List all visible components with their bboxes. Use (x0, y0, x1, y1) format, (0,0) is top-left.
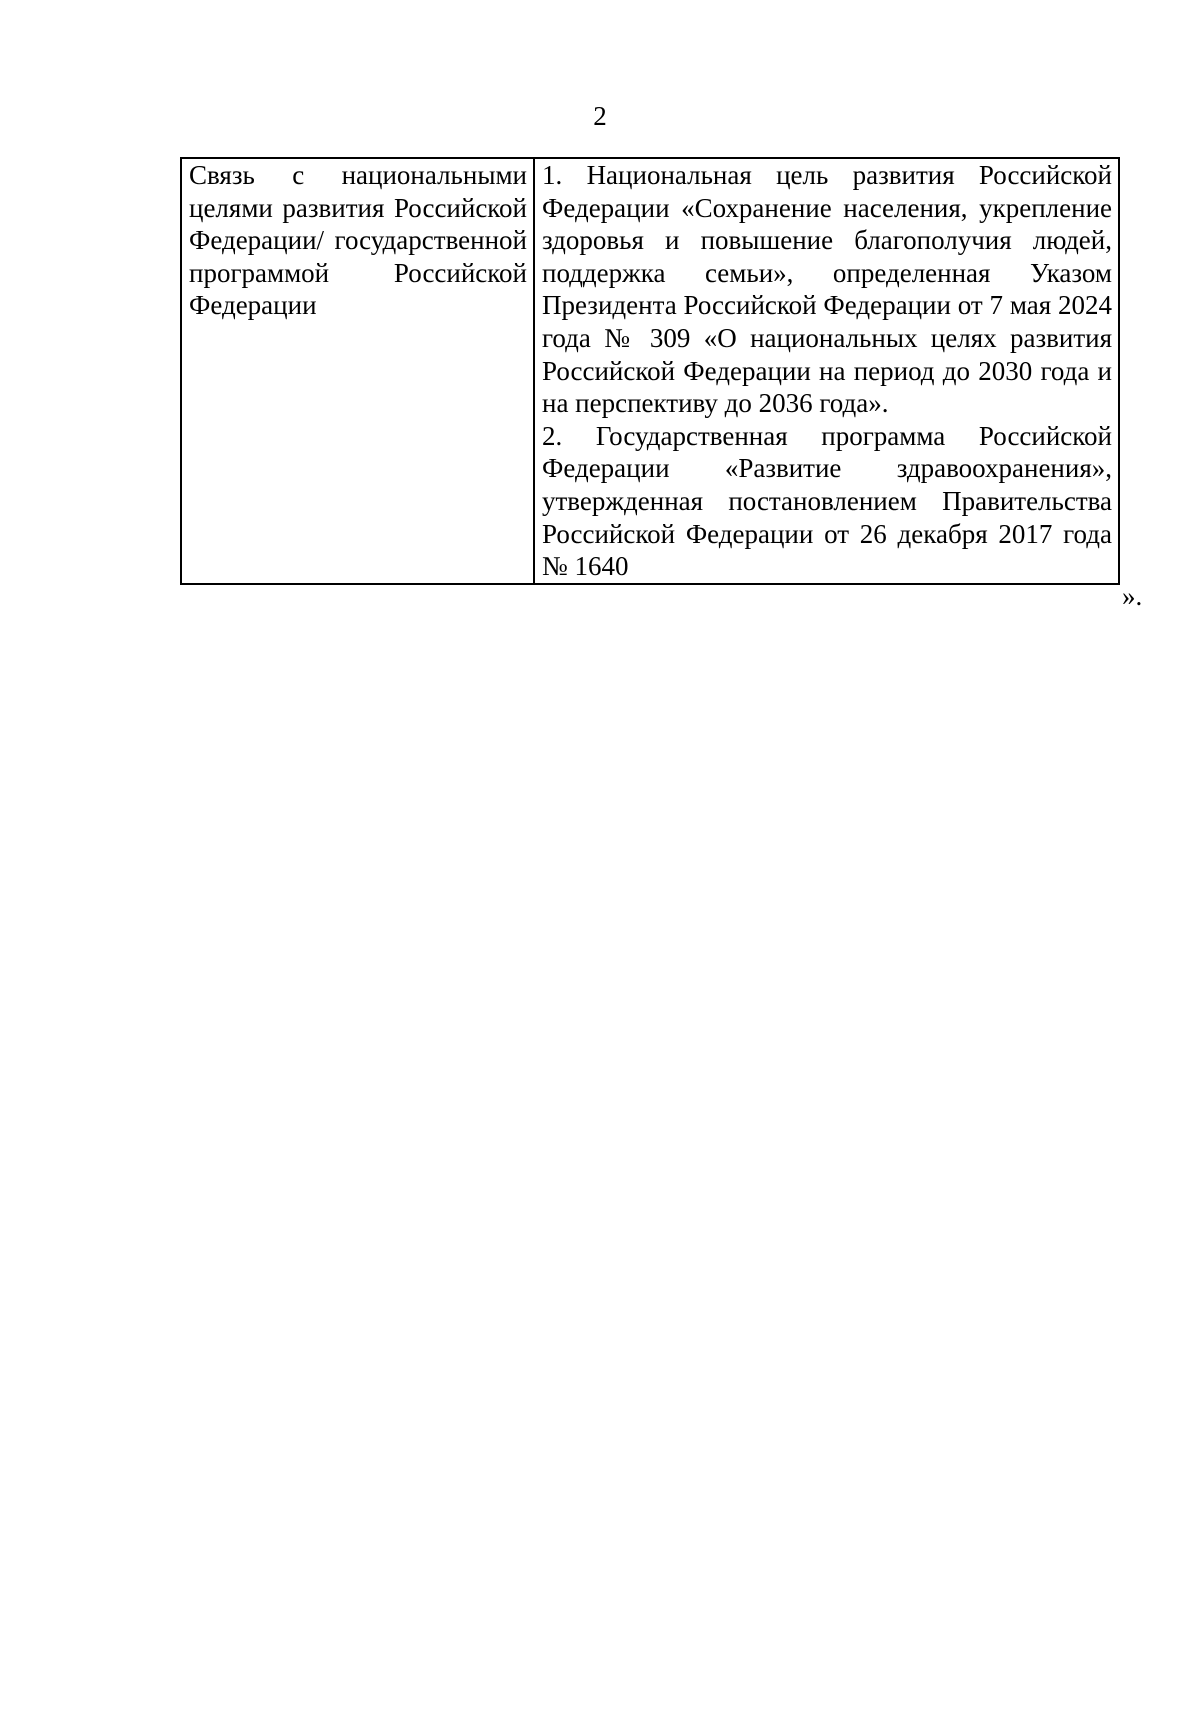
state-program-item: 2. Государственная программа Российской Федерации «Развитие здравоохранения», утвержденная постановлением Правительства Российской Федерации от 26 декабря 2017 года № 1640 (542, 420, 1112, 582)
table-row (181, 158, 1119, 584)
row-label-cell (181, 158, 534, 584)
passport-table (180, 157, 1120, 585)
page-number: 2 (593, 101, 607, 131)
national-goal-item: 1. Национальная цель развития Российской Федерации «Сохранение населения, укрепление здоровья и повышение благополучия людей, поддержка семьи», определенная Указом Президента Российской Федерации от 7 мая 2024 года № 309 «О национальных целях развития Российской Федерации на период до 2030 года и на перспективу до 2036 года». (542, 160, 1112, 419)
closing-quote: ». (1122, 581, 1143, 611)
row-label: Связь с национальными целями развития Российской Федерации/ государственной программой Российской Федерации (189, 160, 527, 321)
row-value-cell (534, 158, 1119, 584)
